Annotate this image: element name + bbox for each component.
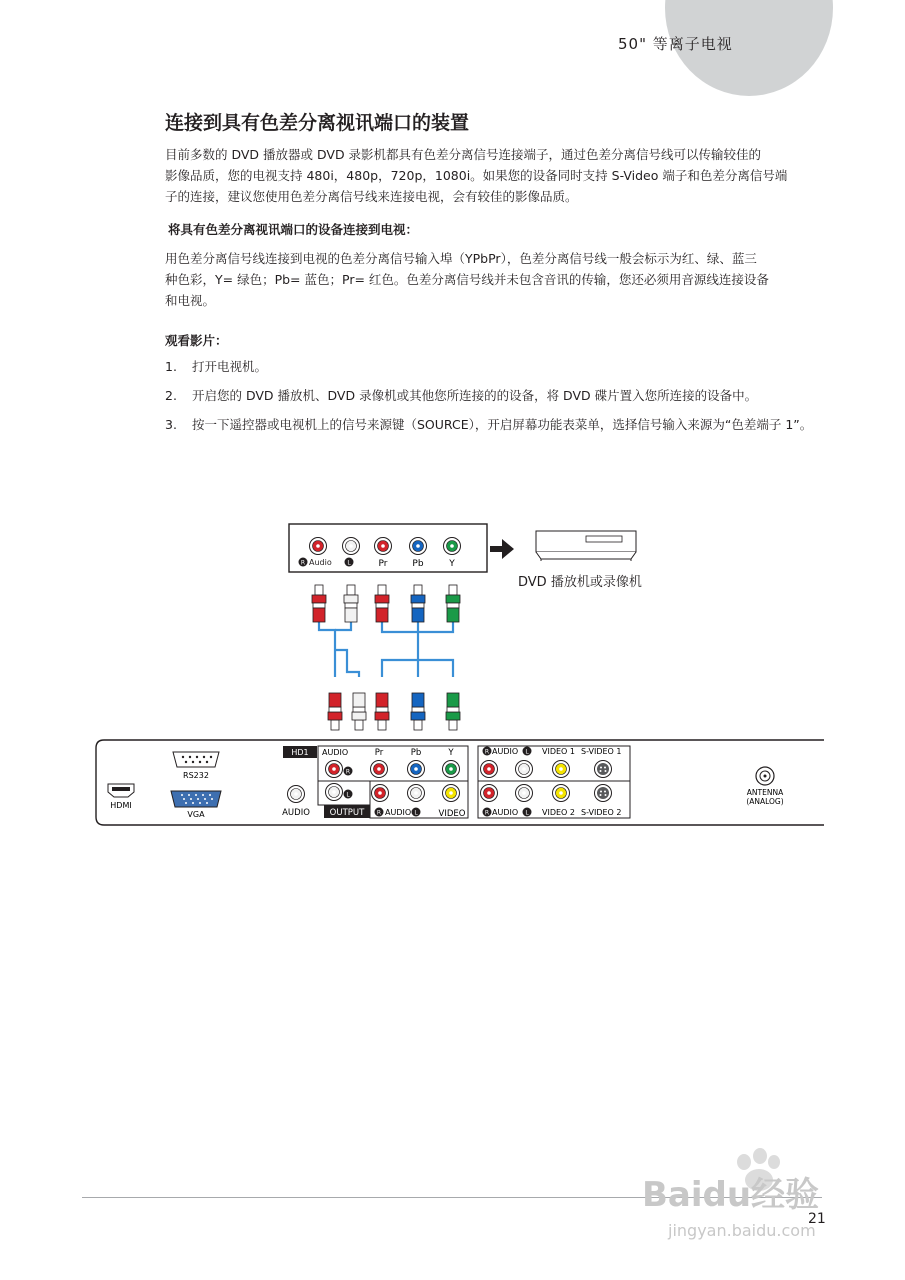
antenna-port-icon bbox=[756, 767, 774, 785]
page-number: 21 bbox=[808, 1211, 826, 1227]
device-pr-jack bbox=[375, 538, 392, 555]
upper-plugs bbox=[312, 585, 460, 622]
body-line: 用色差分离信号线连接到电视的色差分离信号输入埠（YPbPr），色差分离信号线一般会标示为红、绿、蓝三 bbox=[165, 251, 757, 266]
upper-plug-y bbox=[446, 585, 460, 622]
lower-plugs bbox=[328, 693, 460, 730]
device-audio-l-jack bbox=[343, 538, 360, 555]
lower-plug-pr bbox=[375, 693, 389, 730]
intro-line: 目前多数的 DVD 播放器或 DVD 录影机都具有色差分离信号连接端子，通过色差分离信号线可以传输较佳的 bbox=[165, 147, 762, 162]
av2-svideo-jack bbox=[595, 785, 612, 802]
av1-video-jack bbox=[553, 761, 570, 778]
dvd-player-icon bbox=[536, 531, 636, 561]
device-caption: DVD 播放机或录像机 bbox=[518, 575, 642, 590]
hd1-pb-label: Pb bbox=[410, 748, 422, 758]
upper-plug-audio-l bbox=[344, 585, 358, 622]
rs232-port-icon bbox=[173, 752, 219, 767]
output-video-jack bbox=[443, 785, 460, 802]
watermark-url: jingyan.baidu.com bbox=[668, 1221, 816, 1240]
device-y-label: Y bbox=[449, 559, 455, 569]
upper-plug-pb bbox=[411, 585, 425, 622]
hd1-audio-label: AUDIO bbox=[322, 748, 349, 757]
av2-video-jack bbox=[553, 785, 570, 802]
hd1-pb-jack bbox=[408, 761, 425, 778]
device-r-badge-text: R bbox=[300, 559, 306, 567]
intro-paragraph bbox=[165, 144, 825, 207]
output-l-badge-text: L bbox=[414, 809, 418, 817]
step-text: 按一下遥控器或电视机上的信号来源键（SOURCE），开启屏幕功能表菜单，选择信号输入来源为“色差端子 1”。 bbox=[192, 417, 813, 432]
av1-audio-r-jack bbox=[481, 761, 498, 778]
step-text: 开启您的 DVD 播放机、DVD 录像机或其他您所连接的的设备，将 DVD 碟片置入您所连接的设备中。 bbox=[192, 388, 758, 403]
av1-l-badge-text: L bbox=[525, 748, 529, 756]
hd1-audio-l-jack bbox=[326, 784, 343, 801]
output-audio-l-jack bbox=[408, 785, 425, 802]
av1-audio-label: AUDIO bbox=[492, 747, 519, 756]
intro-line: 影像品质，您的电视支持 480i，480p，720p，1080i。如果您的设备同时支持 S-Video 端子和色差分离信号端 bbox=[165, 168, 788, 183]
upper-plug-audio-r bbox=[312, 585, 326, 622]
vga-label: VGA bbox=[187, 810, 205, 819]
device-l-badge-text: L bbox=[347, 559, 351, 567]
body-paragraph bbox=[165, 248, 825, 311]
hd1-audio-r-jack bbox=[326, 761, 343, 778]
device-audio-label: Audio bbox=[309, 558, 332, 567]
hd1-l-badge-text: L bbox=[346, 791, 350, 799]
hd1-pr-jack bbox=[371, 761, 388, 778]
device-pr-label: Pr bbox=[378, 559, 388, 569]
body-line: 种色彩，Y= 绿色；Pb= 蓝色；Pr= 红色。色差分离信号线并未包含音讯的传输，您还必须用音源线连接设备 bbox=[165, 272, 769, 287]
output-video-label: VIDEO bbox=[438, 809, 466, 819]
step-item bbox=[165, 385, 825, 406]
step-item bbox=[165, 356, 825, 377]
hd1-pr-label: Pr bbox=[374, 748, 384, 758]
output-r-badge-text: R bbox=[376, 809, 382, 817]
baidu-watermark bbox=[640, 1140, 860, 1250]
av2-l-badge-text: L bbox=[525, 809, 529, 817]
av2-audio-r-jack bbox=[481, 785, 498, 802]
output-label: OUTPUT bbox=[329, 808, 365, 818]
av1-r-badge-text: R bbox=[484, 748, 490, 756]
av1-svideo-label: S-VIDEO 1 bbox=[581, 747, 622, 756]
header-title: 50" 等离子电视 bbox=[618, 35, 733, 53]
device-audio-r-jack bbox=[310, 538, 327, 555]
connection-diagram bbox=[0, 470, 905, 840]
watch-heading: 观看影片： bbox=[165, 333, 228, 348]
body-line: 和电视。 bbox=[165, 293, 216, 308]
section-title: 连接到具有色差分离视讯端口的装置 bbox=[165, 112, 470, 134]
hd1-r-badge-text: R bbox=[345, 768, 351, 776]
device-pb-label: Pb bbox=[412, 559, 424, 569]
av1-svideo-jack bbox=[595, 761, 612, 778]
step-number: 1. bbox=[165, 359, 177, 374]
intro-line: 子的连接，建议您使用色差分离信号线来连接电视，会有较佳的影像品质。 bbox=[165, 189, 578, 204]
antenna-analog-label: (ANALOG) bbox=[746, 797, 784, 806]
steps-list bbox=[165, 356, 825, 443]
av1-audio-l-jack bbox=[516, 761, 533, 778]
av2-audio-l-jack bbox=[516, 785, 533, 802]
av2-r-badge-text: R bbox=[484, 809, 490, 817]
vga-port-icon bbox=[171, 791, 221, 807]
lower-plug-audio-l bbox=[352, 693, 366, 730]
output-audio-r-jack bbox=[372, 785, 389, 802]
hdmi-label: HDMI bbox=[110, 801, 132, 810]
upper-plug-pr bbox=[375, 585, 389, 622]
av1-video-label: VIDEO 1 bbox=[542, 747, 575, 756]
av2-svideo-label: S-VIDEO 2 bbox=[581, 808, 622, 817]
step-text: 打开电视机。 bbox=[192, 359, 268, 374]
lower-plug-y bbox=[446, 693, 460, 730]
lower-plug-pb bbox=[411, 693, 425, 730]
output-audio-label: AUDIO bbox=[385, 808, 412, 817]
antenna-label: ANTENNA bbox=[746, 788, 784, 797]
step-number: 2. bbox=[165, 388, 177, 403]
pc-audio-label: AUDIO bbox=[282, 808, 310, 818]
step-number: 3. bbox=[165, 417, 177, 432]
rs232-label: RS232 bbox=[183, 771, 209, 780]
hd1-y-label: Y bbox=[448, 748, 454, 758]
pc-audio-jack bbox=[288, 786, 305, 803]
lower-plug-audio-r bbox=[328, 693, 342, 730]
device-pb-jack bbox=[410, 538, 427, 555]
device-y-jack bbox=[444, 538, 461, 555]
hd1-label: HD1 bbox=[291, 748, 309, 757]
connection-subheading: 将具有色差分离视讯端口的设备连接到电视： bbox=[168, 222, 419, 237]
av2-video-label: VIDEO 2 bbox=[542, 808, 575, 817]
hd1-y-jack bbox=[443, 761, 460, 778]
cable-lines bbox=[319, 622, 453, 677]
step-item bbox=[165, 414, 825, 435]
watermark-brand: Baidu经验 bbox=[642, 1175, 820, 1215]
arrow-right-icon bbox=[490, 539, 514, 559]
av2-audio-label: AUDIO bbox=[492, 808, 519, 817]
